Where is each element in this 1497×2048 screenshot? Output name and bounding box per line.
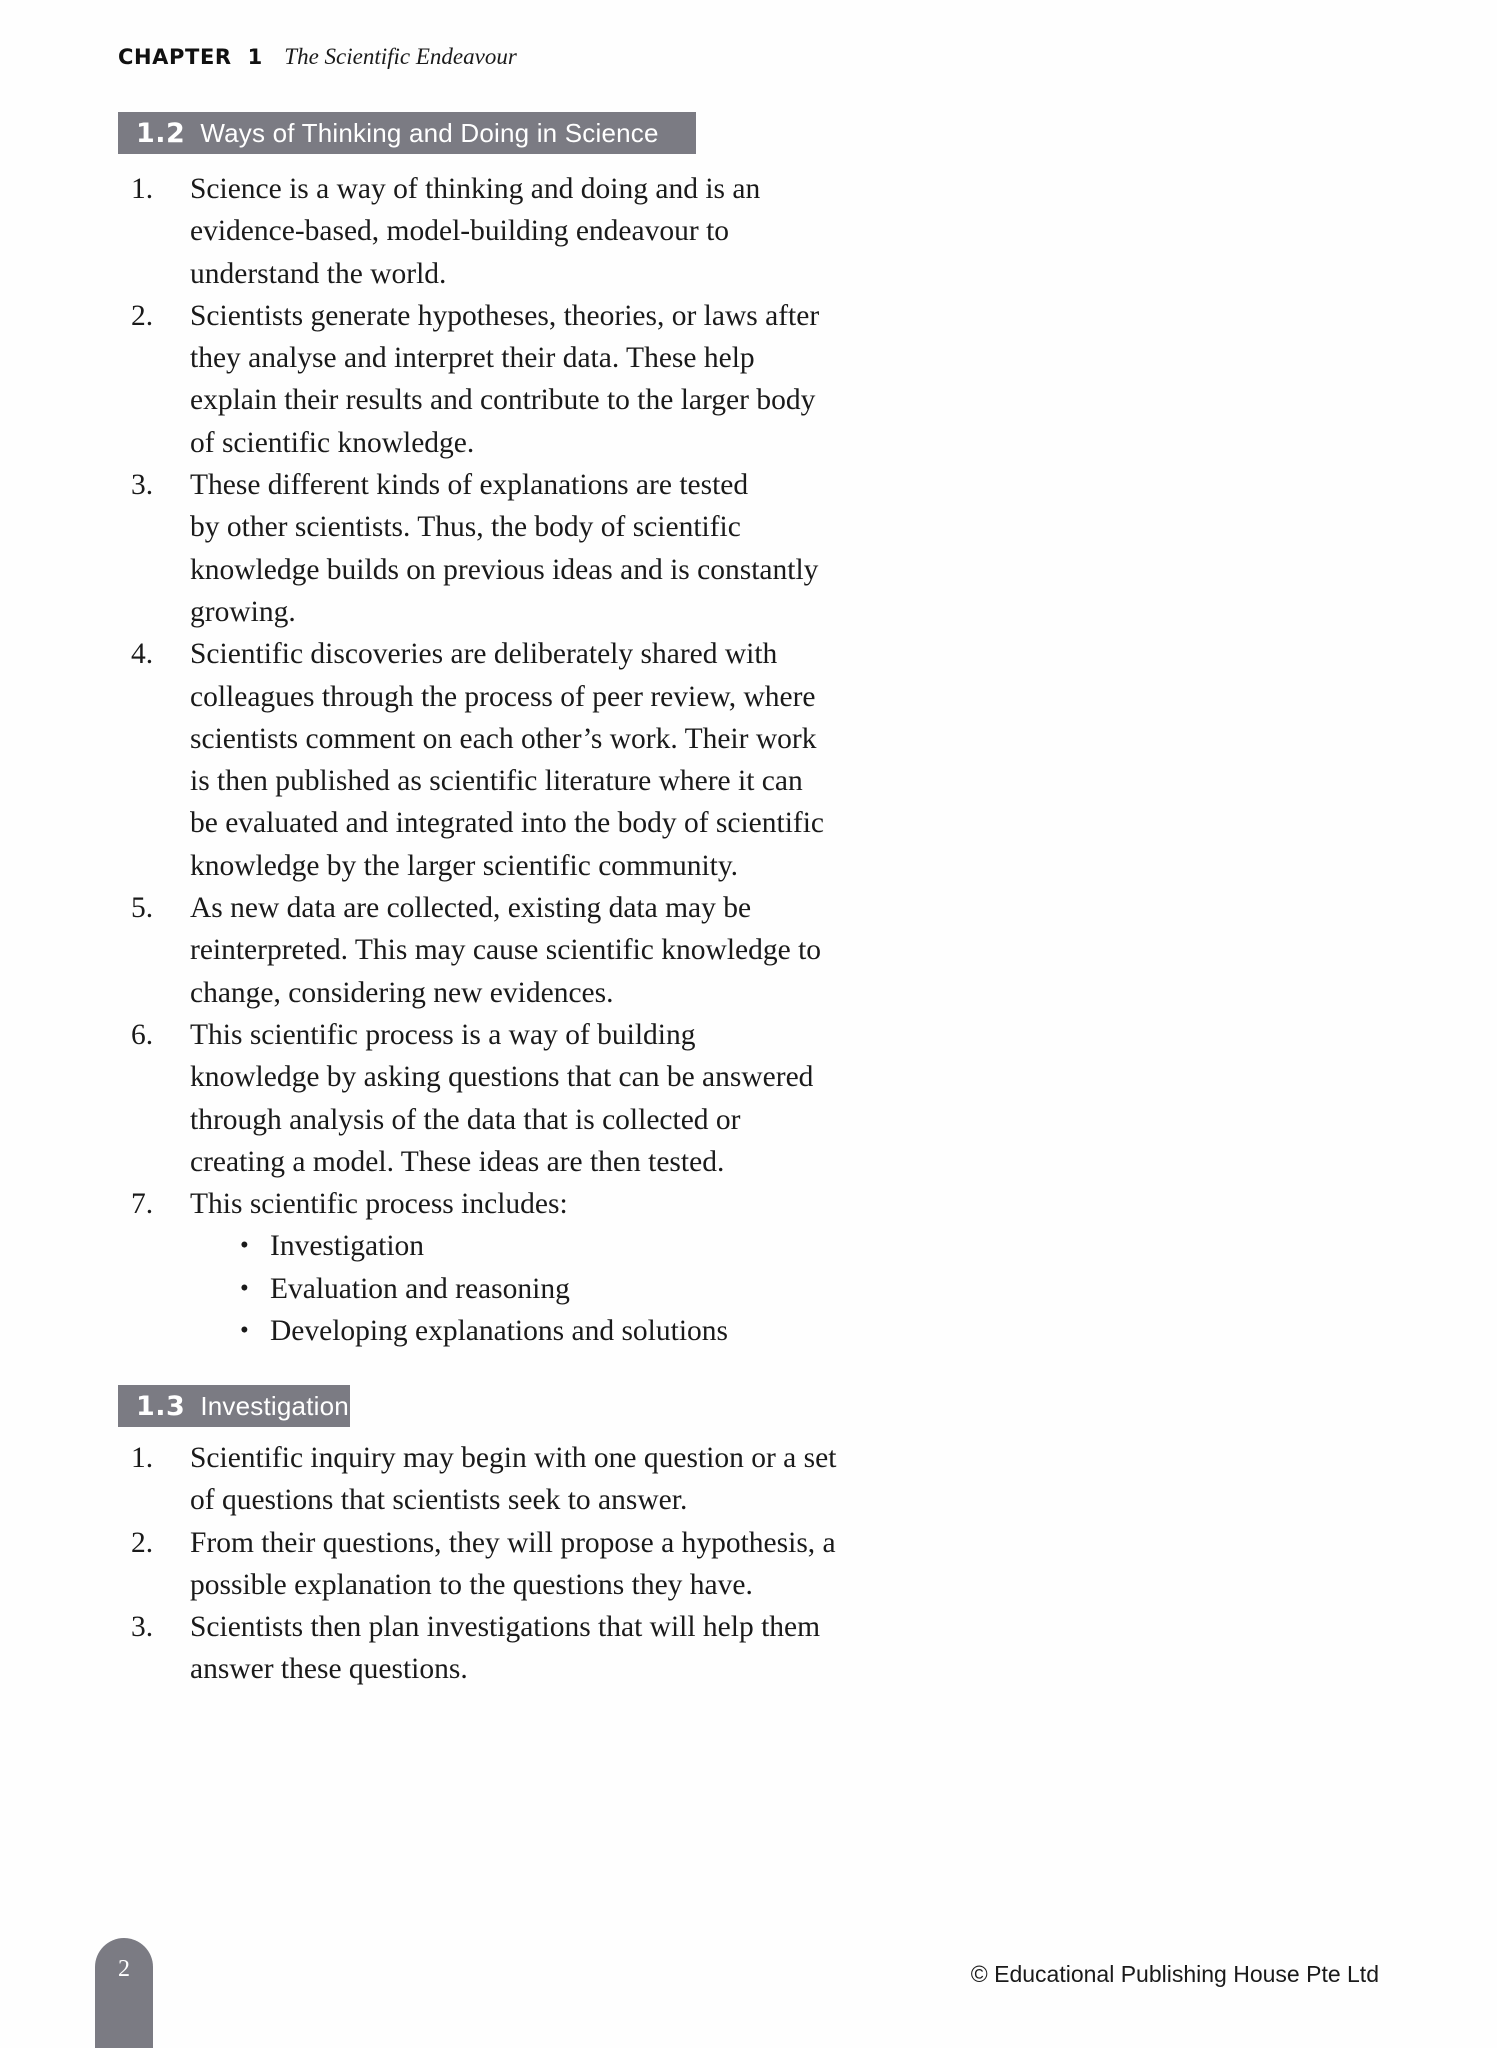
list-item-text [190,887,978,1014]
list-item [118,295,978,464]
text-line: is then published as scientific literature where it can [190,765,803,798]
list-item-text [190,633,978,887]
list-item [118,1183,978,1352]
list-item-text [190,1014,978,1183]
list-item-number: 1. [131,173,154,205]
list-item-number: 1. [131,1442,154,1474]
list-item-number: 2. [131,1526,154,1559]
list-item-number: 7. [131,1188,154,1221]
list-item-number: 5. [131,892,154,925]
copyright-notice: © Educational Publishing House Pte Ltd [970,1961,1379,1987]
text-line: colleagues through the process of peer review, where [190,680,816,713]
text-line: explain their results and contribute to the larger body [190,384,816,417]
list-item-number: 6. [131,1018,154,1051]
list-item-number: 2. [131,299,154,332]
text-line: evidence-based, model-building endeavour to [190,215,730,248]
list-item-number: 3. [131,469,154,502]
list-item-number: 4. [131,638,154,671]
text-line: From their questions, they will propose a hypothesis, a [190,1526,836,1559]
text-line: This scientific process is a way of building [190,1018,696,1051]
bullet-list-item [240,1225,978,1267]
bullet-dot-icon: • [240,1274,249,1302]
text-line: of scientific knowledge. [190,426,475,459]
bullet-list [190,1225,978,1352]
numbered-list-1-3 [118,1437,978,1691]
text-line: of questions that scientists seek to answer. [190,1484,688,1517]
list-item [118,633,978,887]
list-item [118,887,978,1014]
text-line: Scientific inquiry may begin with one question or a set [190,1442,837,1474]
bullet-list-item-text: Evaluation and reasoning [270,1272,570,1305]
bullet-list-item [240,1268,978,1310]
section-number: 1.3 [136,1390,186,1422]
text-line: growing. [190,595,296,628]
text-line: These different kinds of explanations are tested [190,469,749,502]
numbered-list-1-2 [118,168,978,1352]
text-line: scientists comment on each other’s work. Their work [190,722,817,755]
section-header-1-2 [118,112,696,154]
list-item [118,1014,978,1183]
page-number: 2 [118,1956,130,1982]
text-line: knowledge by the larger scientific community. [190,849,739,882]
list-item-text [190,1606,978,1691]
section-label: Investigation [200,1390,349,1421]
text-line: This scientific process includes: [190,1188,568,1221]
text-line: change, considering new evidences. [190,976,614,1009]
text-line: be evaluated and integrated into the body of scientific [190,807,825,840]
text-line: Scientific discoveries are deliberately shared with [190,638,778,671]
text-line: answer these questions. [190,1653,468,1686]
list-item-text [190,168,978,295]
list-item-text [190,1183,978,1352]
section-header-1-3 [118,1385,350,1427]
chapter-title: The Scientific Endeavour [284,44,517,69]
text-line: understand the world. [190,257,447,290]
text-line: by other scientists. Thus, the body of scientific [190,511,741,544]
list-item-text [190,1522,978,1607]
page-number-tab [95,1938,153,2048]
bullet-list-item [240,1310,978,1352]
bullet-list-item-text: Developing explanations and solutions [270,1315,728,1348]
text-line: Scientists then plan investigations that will help them [190,1611,821,1644]
bullet-dot-icon: • [240,1232,249,1260]
chapter-word: CHAPTER [118,45,232,69]
list-item-text [190,464,978,633]
text-line: through analysis of the data that is collected or [190,1103,741,1136]
bullet-dot-icon: • [240,1317,249,1345]
list-item [118,168,978,295]
text-line: reinterpreted. This may cause scientific knowledge to [190,934,822,967]
text-line: As new data are collected, existing data may be [190,892,752,925]
section-number: 1.2 [136,117,186,149]
list-item [118,1437,978,1522]
running-head [118,44,517,70]
list-item [118,464,978,633]
text-line: Science is a way of thinking and doing and is an [190,173,761,205]
list-item [118,1522,978,1607]
list-item [118,1606,978,1691]
text-line: knowledge by asking questions that can be answered [190,1061,814,1094]
chapter-number: 1 [247,45,263,69]
text-line: they analyse and interpret their data. These help [190,342,755,375]
text-line: possible explanation to the questions they have. [190,1568,753,1601]
text-line: knowledge builds on previous ideas and is constantly [190,553,819,586]
list-item-text [190,1437,978,1522]
text-line: Scientists generate hypotheses, theories, or laws after [190,299,820,332]
bullet-list-item-text: Investigation [270,1230,425,1263]
list-item-number: 3. [131,1611,154,1644]
section-label: Ways of Thinking and Doing in Science [200,117,659,148]
list-item-text [190,295,978,464]
text-line: creating a model. These ideas are then tested. [190,1145,725,1178]
